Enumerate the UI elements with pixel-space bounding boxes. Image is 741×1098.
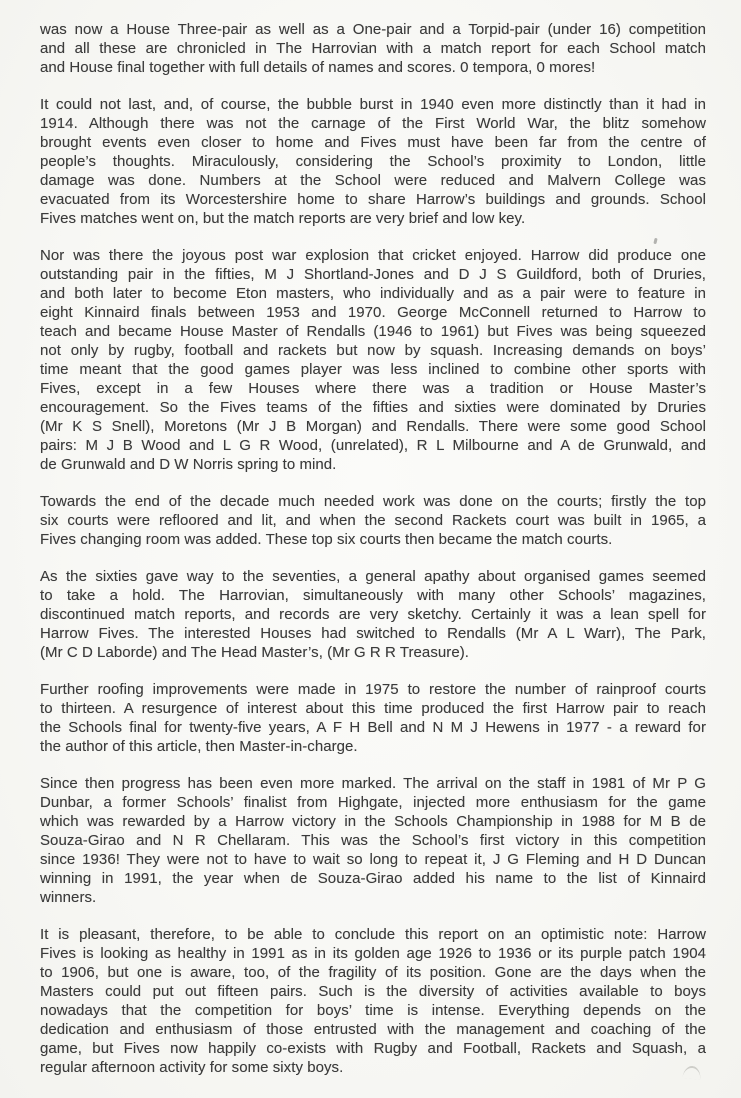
text-line: people’s thoughts. Miraculously, considering the School’s proximity to London, little <box>40 153 706 170</box>
text-line: It is pleasant, therefore, to be able to conclude this report on an optimistic note: Harrow <box>40 926 706 943</box>
article-body <box>40 20 706 1095</box>
text-line: eight Kinnaird finals between 1953 and 1970. George McConnell returned to Harrow to <box>40 304 706 321</box>
text-line: brought events even closer to home and Fives must have been far from the centre of <box>40 134 706 151</box>
text-line: (Mr C D Laborde) and The Head Master’s, (Mr G R R Treasure). <box>40 644 469 661</box>
text-line: time meant that the good games player was less inclined to combine other sports with <box>40 361 706 378</box>
paragraph <box>40 567 706 662</box>
paragraph <box>40 680 706 756</box>
text-line: to take a hold. The Harrovian, simultaneously with many other Schools’ magazines, <box>40 587 706 604</box>
text-line: and all these are chronicled in The Harrovian with a match report for each School match <box>40 40 706 57</box>
text-line: Fives changing room was added. These top six courts then became the match courts. <box>40 531 613 548</box>
text-line: Further roofing improvements were made in 1975 to restore the number of rainproof courts <box>40 681 706 698</box>
paragraph <box>40 246 706 474</box>
text-line: damage was done. Numbers at the School were reduced and Malvern College was <box>40 172 706 189</box>
text-line: and House final together with full details of names and scores. 0 tempora, 0 mores! <box>40 59 596 76</box>
text-line: winning in 1991, the year when de Souza-Girao added his name to the list of Kinnaird <box>40 870 706 887</box>
text-line: Masters could put out fifteen pairs. Such is the diversity of activities available to boys <box>40 983 706 1000</box>
text-line: It could not last, and, of course, the bubble burst in 1940 even more distinctly than it had in <box>40 96 706 113</box>
text-line: de Grunwald and D W Norris spring to mind. <box>40 456 337 473</box>
text-line: not only by rugby, football and rackets but now by squash. Increasing demands on boys’ <box>40 342 706 359</box>
text-line: game, but Fives now happily co-exists with Rugby and Football, Rackets and Squash, a <box>40 1040 706 1057</box>
text-line: six courts were refloored and lit, and when the second Rackets court was built in 1965, a <box>40 512 706 529</box>
text-line: to 1906, but one is aware, too, of the fragility of its position. Gone are the days when the <box>40 964 706 981</box>
text-line: Dunbar, a former Schools’ finalist from Highgate, injected more enthusiasm for the game <box>40 794 706 811</box>
text-line: Souza-Girao and N R Chellaram. This was the School’s first victory in this competition <box>40 832 706 849</box>
text-line: Since then progress has been even more marked. The arrival on the staff in 1981 of Mr P G <box>40 775 706 792</box>
text-line: was now a House Three-pair as well as a One-pair and a Torpid-pair (under 16) competition <box>40 21 706 38</box>
paragraph <box>40 492 706 549</box>
text-line: dedication and enthusiasm of those entrusted with the management and coaching of the <box>40 1021 706 1038</box>
paragraph <box>40 925 706 1077</box>
text-line: (Mr K S Snell), Moretons (Mr J B Morgan) and Rendalls. There were some good School <box>40 418 706 435</box>
text-line: discontinued match reports, and records are very sketchy. Certainly it was a lean spell for <box>40 606 706 623</box>
text-line: Harrow Fives. The interested Houses had switched to Rendalls (Mr A L Warr), The Park, <box>40 625 706 642</box>
text-line: since 1936! They were not to have to wait so long to repeat it, J G Fleming and H D Duncan <box>40 851 706 868</box>
text-line: the author of this article, then Master-in-charge. <box>40 738 358 755</box>
text-line: Towards the end of the decade much needed work was done on the courts; firstly the top <box>40 493 706 510</box>
text-line: the Schools final for twenty-five years, A F H Bell and N M J Hewens in 1977 - a reward for <box>40 719 706 736</box>
text-line: 1914. Although there was not the carnage of the First World War, the blitz somehow <box>40 115 706 132</box>
text-line: pairs: M J B Wood and L G R Wood, (unrelated), R L Milbourne and A de Grunwald, and <box>40 437 706 454</box>
text-line: As the sixties gave way to the seventies, a general apathy about organised games seemed <box>40 568 706 585</box>
text-line: nowadays that the competition for boys’ time is intense. Everything depends on the <box>40 1002 706 1019</box>
text-line: outstanding pair in the fifties, M J Shortland-Jones and D J S Guildford, both of Druries, <box>40 266 706 283</box>
text-line: which was rewarded by a Harrow victory in the Schools Championship in 1988 for M B de <box>40 813 706 830</box>
text-line: encouragement. So the Fives teams of the fifties and sixties were dominated by Druries <box>40 399 706 416</box>
text-line: to thirteen. A resurgence of interest about this time produced the first Harrow pair to reach <box>40 700 706 717</box>
text-line: Nor was there the joyous post war explosion that cricket enjoyed. Harrow did produce one <box>40 247 706 264</box>
text-line: and both later to become Eton masters, who individually and as a pair were to feature in <box>40 285 706 302</box>
paragraph <box>40 774 706 907</box>
paragraph <box>40 95 706 228</box>
text-line: teach and became House Master of Rendalls (1946 to 1961) but Fives was being squeezed <box>40 323 706 340</box>
paragraph <box>40 20 706 77</box>
text-line: evacuated from its Worcestershire home to share Harrow’s buildings and grounds. School <box>40 191 706 208</box>
text-line: Fives matches went on, but the match reports are very brief and low key. <box>40 210 526 227</box>
text-line: winners. <box>40 889 97 906</box>
text-line: Fives is looking as healthy in 1991 as in its golden age 1926 to 1936 or its purple patch 1904 <box>40 945 706 962</box>
text-line: regular afternoon activity for some sixty boys. <box>40 1059 344 1076</box>
text-line: Fives, except in a few Houses where there was a tradition or House Master’s <box>40 380 706 397</box>
